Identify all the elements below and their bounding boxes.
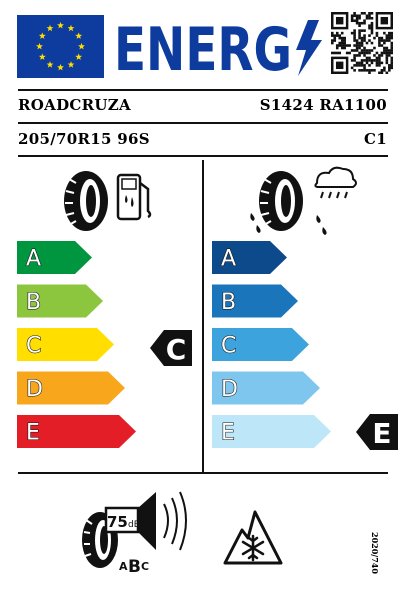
divider-line — [18, 122, 388, 124]
wet-grip-class-label: D — [221, 377, 238, 402]
fuel-efficiency-class-label: D — [26, 377, 43, 402]
qr-code-icon — [331, 12, 393, 74]
eu-star-icon — [47, 25, 54, 32]
wet-grip-class-label: A — [221, 246, 237, 272]
wet-grip-class-e — [212, 415, 331, 448]
tyre-fuel-pump-icon — [60, 165, 160, 235]
eu-star-icon — [78, 43, 85, 50]
tyre-class: C1 — [364, 130, 387, 148]
eu-star-icon — [57, 64, 64, 71]
fuel-efficiency-class-label: E — [26, 420, 40, 446]
regulation-number: 2020/740 — [370, 532, 380, 574]
wet-grip-rating-arrow — [356, 414, 398, 450]
wet-grip-class-b — [212, 285, 298, 318]
wet-grip-rating: E — [372, 417, 392, 450]
eu-star-icon — [47, 61, 54, 68]
eu-star-icon — [39, 32, 46, 39]
eu-star-icon — [68, 25, 75, 32]
wet-grip-class-a — [212, 241, 287, 274]
tyre-rain-cloud-icon — [245, 163, 360, 238]
wet-grip-class-label: C — [221, 333, 237, 359]
supplier-name: ROADCRUZA — [18, 96, 131, 114]
divider-line — [18, 89, 388, 91]
noise-class-a: A — [119, 560, 128, 573]
noise-unit: dB — [128, 520, 140, 530]
noise-class-b: B — [128, 557, 141, 577]
noise-value: 75 — [107, 513, 128, 531]
fuel-efficiency-rating-arrow — [150, 330, 192, 366]
fuel-efficiency-class-c — [17, 328, 114, 361]
wet-grip-class-label: B — [221, 290, 237, 315]
wet-grip-class-c — [212, 328, 309, 361]
wet-grip-class-label: E — [221, 420, 235, 446]
eu-flag-icon — [17, 15, 104, 78]
noise-class-c: C — [141, 560, 150, 573]
fuel-efficiency-class-b — [17, 285, 103, 318]
tyre-type-identifier: S1424 RA1100 — [259, 96, 387, 114]
fuel-efficiency-class-e — [17, 415, 136, 448]
column-divider — [202, 160, 204, 472]
divider-line — [18, 472, 388, 474]
fuel-efficiency-class-d — [17, 372, 125, 405]
tyre-speaker-icon — [72, 482, 192, 577]
fuel-efficiency-class-label: A — [26, 246, 42, 272]
divider-line — [18, 155, 388, 157]
fuel-efficiency-class-label: B — [26, 290, 42, 315]
eu-star-icon — [36, 43, 43, 50]
energy-logo-text: ENERG — [114, 15, 292, 82]
eu-star-icon — [75, 32, 82, 39]
tyre-size-designation: 205/70R15 96S — [18, 130, 150, 148]
eu-star-icon — [57, 22, 64, 29]
eu-star-icon — [75, 53, 82, 60]
fuel-efficiency-class-label: C — [26, 333, 42, 359]
energy-logo — [112, 12, 327, 82]
eu-star-icon — [68, 61, 75, 68]
three-peak-snowflake-icon — [222, 508, 284, 566]
fuel-efficiency-rating: C — [165, 333, 187, 366]
lightning-bolt-icon — [296, 20, 322, 76]
fuel-efficiency-class-a — [17, 241, 92, 274]
wet-grip-class-d — [212, 372, 320, 405]
eu-star-icon — [39, 53, 46, 60]
